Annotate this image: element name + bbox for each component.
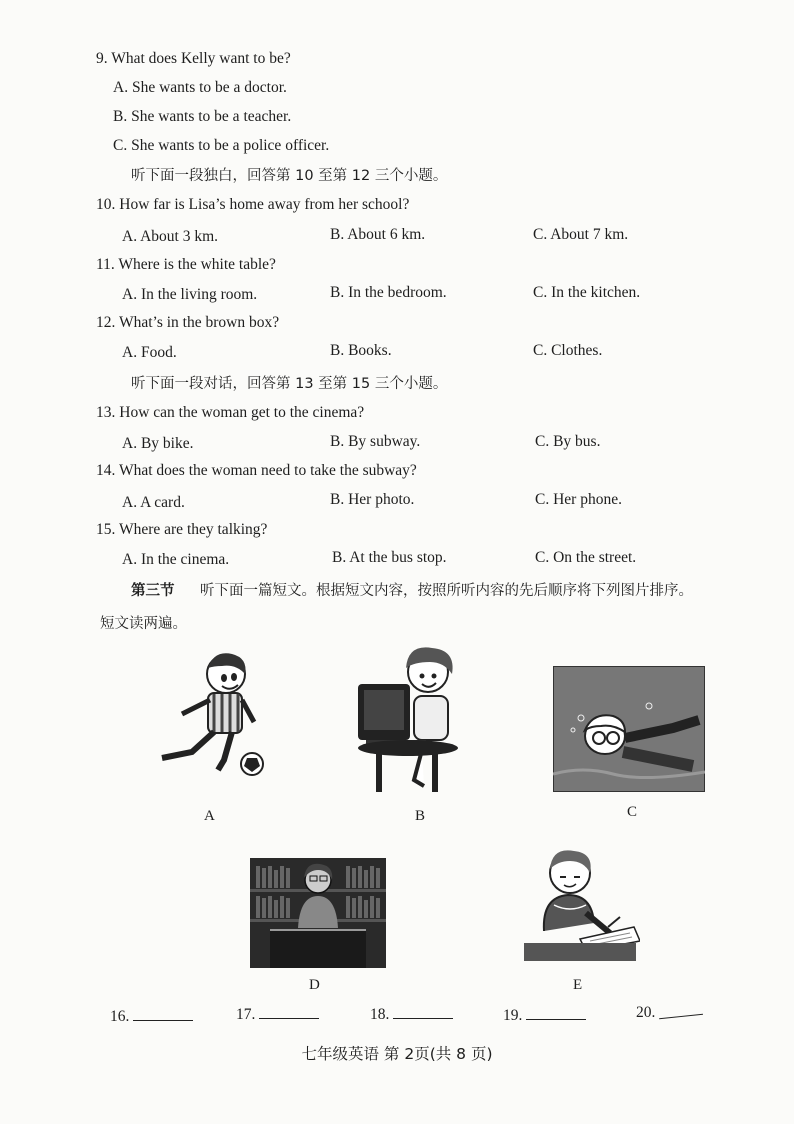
picture-d-label: D [309, 977, 320, 993]
picture-b-computer-boy [352, 640, 462, 798]
q11-option-c: C. In the kitchen. [533, 284, 641, 301]
answer-16-label: 16. [110, 1008, 130, 1025]
picture-e-label: E [573, 977, 583, 993]
answer-16-blank[interactable] [133, 1019, 193, 1021]
picture-b-label: B [415, 808, 426, 824]
section-3-instruction: 听下面一篇短文。根据短文内容，按照所听内容的先后顺序将下列图片排序。 [200, 583, 693, 599]
q9-option-b: B. She wants to be a teacher. [113, 108, 292, 125]
answer-16 [110, 1008, 193, 1026]
question-12: 12. What’s in the brown box? [96, 314, 280, 331]
q12-option-c: C. Clothes. [533, 342, 603, 359]
q11-option-b: B. In the bedroom. [330, 284, 447, 301]
picture-e-writing-boy [524, 843, 640, 963]
instruction-10-12: 听下面一段独白，回答第 10 至第 12 三个小题。 [131, 168, 448, 184]
q13-option-a: A. By bike. [122, 435, 194, 452]
picture-c-swimming-boy [553, 666, 705, 792]
question-9: 9. What does Kelly want to be? [96, 50, 291, 67]
picture-d-library-woman [250, 858, 386, 968]
answer-17 [236, 1006, 319, 1024]
q9-option-a: A. She wants to be a doctor. [113, 79, 287, 96]
answer-18 [370, 1006, 453, 1024]
answer-20 [636, 1004, 703, 1022]
section-3-heading: 第三节 [131, 583, 175, 599]
picture-a-label: A [204, 808, 215, 824]
picture-a-soccer-boy [152, 648, 272, 780]
q14-option-b: B. Her photo. [330, 491, 415, 508]
q14-option-a: A. A card. [122, 494, 185, 511]
picture-c-label: C [627, 804, 638, 820]
answer-19-blank[interactable] [526, 1018, 586, 1020]
q10-option-c: C. About 7 km. [533, 226, 629, 243]
q10-option-a: A. About 3 km. [122, 228, 219, 245]
answer-19 [503, 1007, 586, 1025]
answer-17-blank[interactable] [259, 1017, 319, 1019]
instruction-13-15: 听下面一段对话，回答第 13 至第 15 三个小题。 [131, 376, 448, 392]
question-15: 15. Where are they talking? [96, 521, 268, 538]
answer-20-blank[interactable] [659, 1013, 703, 1020]
answer-18-label: 18. [370, 1006, 390, 1023]
q10-option-b: B. About 6 km. [330, 226, 426, 243]
question-14: 14. What does the woman need to take the subway? [96, 462, 417, 479]
answer-17-label: 17. [236, 1006, 256, 1023]
q13-option-b: B. By subway. [330, 433, 421, 450]
answer-19-label: 19. [503, 1007, 523, 1024]
answer-18-blank[interactable] [393, 1017, 453, 1019]
q12-option-a: A. Food. [122, 344, 177, 361]
q15-option-b: B. At the bus stop. [332, 549, 447, 566]
question-11: 11. Where is the white table? [96, 256, 276, 273]
q15-option-c: C. On the street. [535, 549, 637, 566]
section-3-instruction-2: 短文读两遍。 [100, 616, 187, 632]
question-10: 10. How far is Lisa’s home away from her school? [96, 196, 410, 213]
q13-option-c: C. By bus. [535, 433, 601, 450]
answer-20-label: 20. [636, 1004, 656, 1021]
q12-option-b: B. Books. [330, 342, 392, 359]
page-footer: 七年级英语 第 2页(共 8 页) [301, 1045, 493, 1063]
q15-option-a: A. In the cinema. [122, 551, 230, 568]
q9-option-c: C. She wants to be a police officer. [113, 137, 330, 154]
question-13: 13. How can the woman get to the cinema? [96, 404, 365, 421]
q11-option-a: A. In the living room. [122, 286, 258, 303]
q14-option-c: C. Her phone. [535, 491, 622, 508]
